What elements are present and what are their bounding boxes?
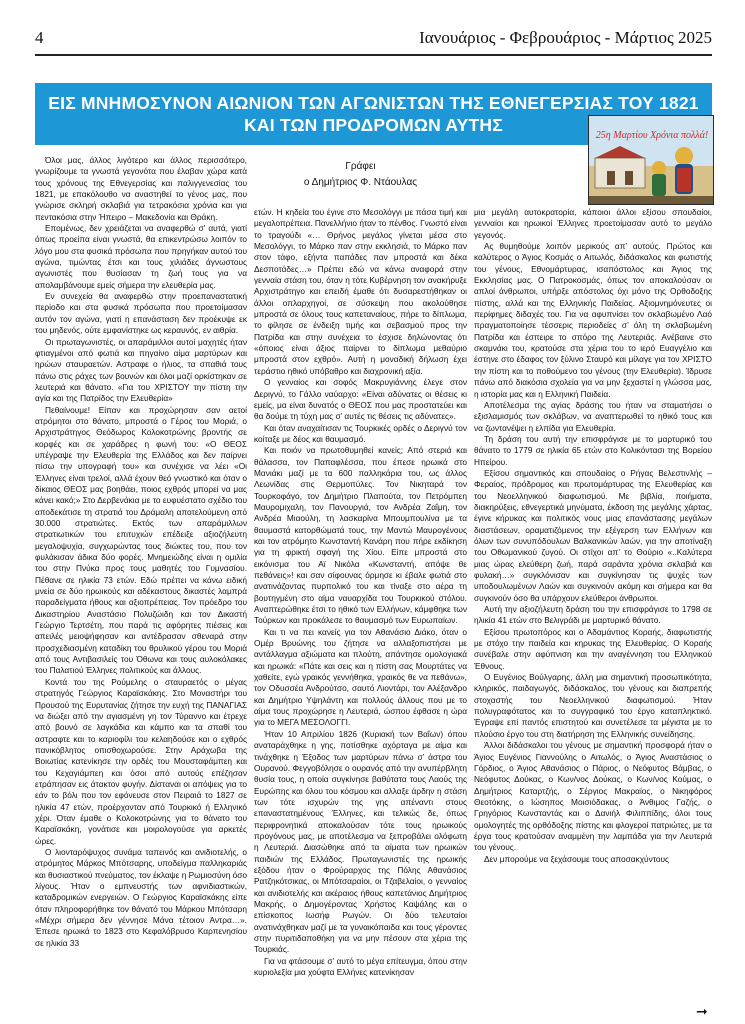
- paragraph: Και ποιόν να πρωτοθυμηθεί κανείς; Από στεριά και θάλασσα, τον Παπαφλέσσα, που έπεσε ηρωικά στο Μανιάκι μαζί με τα 600 παλληκάρια του, ως άλλος Λεωνίδας στις Θερμοπύλες. Τον Νικηταρά τον Τουρκοφάγο, τον Δημήτριο Πλαπούτα, τον Πετρόμπεη Μαυρομιχαλη, τον Πανουργιά, τον Ανδρέα Ζαΐμη, τον Ανδρέα Μιαούλη, τη λασκαρίνα Μπουμπουλίνα με τα θαυμαστά κατορθώματά τους, την Μαντώ Μαυρογένους και τον ατρόμητο Κωνσταντή Κανάρη που πήρε εκδίκηση για τη φρικτή σφαγή της Χίου. Είπε μπροστά στο εικόνισμα του Αϊ Νικόλα «Κωνσταντή, απόψε θε πεθάνεις»! και σαν σίφουνας όρμησε κι έβαλε φωτιά στο ανατινάζοντας πυρπολικό του και τίναξε στο αέρα τη βουτηγμένη στο αίμα ναυαρχίδα του Τουρκικού στόλου. Αναπτερώθηκε έτσι το ηθικό των Ελλήνων, κάμφθηκε των Τούρκων και προκάλεσε το θαυμασμό των Ευρωπαίων.: [254, 445, 467, 626]
- paragraph: Όλοι μας, άλλος λιγότερο και άλλος περισσότερο, γνωρίζουμε τα γνωστά γεγονότα που έλαβαν χώρα κατά τους χρόνους της Εθνεγερσίας και παλιγγενεσίας του 1821, με επακόλουθο να αναστηθεί το γένος μας, που γνώρισε σκληρή σκλαβιά για τετρακόσια χρόνια και για πεντακόσια στην Ήπειρο – Μακεδονία και Θράκη.: [35, 155, 247, 222]
- byline-author: ο Δημήτριος Φ. Ντάουλας: [303, 177, 418, 188]
- paragraph: Και τι να πει κανείς για τον Αθανάσιο Διάκο, όταν ο Ομέρ Βρυώνης του ζήτησε να αλλαξοπιστήσει με αντάλλαγμα αξιώματα και πλούτη, απάντησε ομολογιακά και ηρωικά: «Πάτε και σεις και η πίστη σας Μουρτάτες να χαθείτε, εγώ γραικός γεννήθηκα, γραικός θε να πεθάνω», τον Οδυσσέα Ανδρούτσο, σαυτό Λιοντάρι, τον Αλέξανδρο και Δημήτριο Υψηλάντη και πολλούς άλλους που με το αίμα τους προχώρησε η Λευτεριά, ώσπου έφθασε η ώρα για το ΜΕΓΑ ΜΕΣΟΛΟΓΓΙ.: [254, 626, 467, 728]
- article-column-2: [254, 207, 467, 978]
- paragraph: Επομένως, δεν χρειάζεται να αναφερθώ σ’ αυτά, γιατί όπως προείπα είναι γνωστά, θα επικεντρώσω λοιπόν το λόγο μου στα φυσικά πρόσωπα που πρηγήκαν αυτού του αγώνα, τιμώντας έτσι και τους χιλιάδες άγνωστους αγωνιστές που θυσίασαν τη ζωή τους για να απολαμβάνουμε εμείς σήμερα την ελευθερία μας.: [35, 223, 247, 290]
- paragraph: Ο Ευγένιος Βούλγαρης, άλλη μια σημαντική προσωπικότητα, κληρικός, παιδαγωγός, διδάσκαλος, του γένους και διαπρεπής στοχαστής του Νεοελληνικού διαφωτισμού. Ήταν πολυγραφότατος και το συγγραφικό του έργο καταπληκτικό. Έγραψε επί παντός επιστητού και συνετέλεσε τα μέγιστα με το πλούσιο έργο του στη διατήρηση της Ελληνικής συνείδησης.: [474, 672, 712, 739]
- paragraph: μια μεγάλη αυτοκρατορία, κάποιοι άλλοι εξίσου σπουδαίοι, γενναίοι και ηρωικοί Έλληνες προετοίμασαν αυτό το μεγάλο γεγονός.: [474, 207, 712, 240]
- paragraph: Αυτή την αξιοζήλευτη δράση του την επισφράγισε το 1798 σε ηλικία 41 ετών στο Βελιγράδι με μαρτυρικό θάνατο.: [474, 604, 712, 626]
- header-rule: [35, 54, 712, 56]
- article-column-3: [474, 207, 712, 865]
- paragraph: ετών. Η κηδεία του έγινε στο Μεσολόγγι με πάσα τιμή και μεγαλοπρέπεια. Πανελλήνιο ήταν το πένθος. Γνωστό είναι το τραγούδι «… Θρήνος μεγάλος γίνεται μέσα στο Μεσολόγγι, το Μάρκο παν στην εκκλησιά, το Μάρκο παν στον τάφο, εξήντα παπάδες παν μπροστά και δέκα Δεσποτάδες…» Πρέπει εδώ να κάνω αναφορά στην γενναία στάση του, όταν η τότε Κυβέρνηση τον ανακήρυξε Αρχιστράτηγο και επειδή έμαθε ότι δυσαρεστήθηκαν οι άλλοι οπλαρχηγοί, σε σύσκεψη που ακολούθησε μπροστά σε όλους τους καπεταναίους, πήρε το δίπλωμα, το φίλησε σε ένδειξη τιμής και σεβασμού προς την Πατρίδα και στην συνέχεια το έσχισε δηλώνοντας ότι «όποιος είναι άξιος παίρνει το δίπλωμα μεθαύριο μπροστά στον εχθρό». Αυτή η μοναδική δήλωση έχει τεράστιο ηθικό υπόβαθρο και διαχρονική αξία.: [254, 207, 467, 376]
- paragraph: Κοντά του της Ρούμελης ο σταυραετός ο μέγας στρατηγός Γεώργιος Καραϊσκάκης. Στο Μοναστήρι του Προυσού της Ευρυτανίας ζήτησε την ευχή της ΠΑΝΑΓΙΑΣ να διώξει από την αγιασμένη γη τον Τύραννο και έτρεχε από βουνό σε λαγκάδια και κάμπο και τα σπαθί του αστραφτε και το καριοφίλι του κελαηδούσε και ο εχθρός πανικόβλητος οπισθοχωρούσε. Στην Αράχωβα της Βοιωτίας κατενίκησε την ορδές του Μουσταφάμπεη και του Κεχαγιάμπεη και όσοι από αυτούς επέζησαν ετράπησαν εις άτακτον φυγήν. Δίσταναι οι απόψεις για το εάν το βόλι που τον εφόνευσε στον Πειραιά το 1827 σε ηλικία 47 ετών, προέρχονταν από Τουρκικό ή Ελληνικό χέρι. Όταν έμαθε ο Κολοκοτρώνης για το θάνατο του Καραϊσκάκη, γονάτισε και μοιρολογούσε για αρκετές ώρες.: [35, 676, 247, 846]
- paragraph: Οι πρωταγωνιστές, οι απαράμιλλοι αυτοί μαχητές ήταν φτιαγμένοι από φωτιά και πηγαίνο αίμα μαρτύρων και ηρώων σταυραετών. Αστραφε ο ήλιος, τα σπαθιά τους πάνω στις ράχες των βουνών και όλοι μαζί ορκίστηκαν σε λευτεριά και θάνατο. «Για του ΧΡΙΣΤΟΥ την πίστη την αγία και της Πατρίδος την Ελευθερία»: [35, 336, 247, 404]
- paragraph: Άλλοι διδάσκαλοι του γένους με σημαντική προσφορά ήταν ο Άγιος Ευγένιος Γιαννούλης ο Αιτωλός, ο Άγιος Αναστάσιος ο Γόρδιος, ο Άγιος Αθανάσιος ο Πάριος, ο Νεόφυτος Βάμβας, ο Νεόφυτος Δούκας, ο Κων/νος Δούκας, ο Κων/νος Κούμας, ο Δημήτριος Καταρτζής, ο Σέργιος Μακραίος, ο Νικηφόρος Θεοτόκης, ο Ιώσηπος Μοισιόδακας, ο Άνθιμος Γαζής, ο Γρηγόριος Κωνσταντάς και ο Δανιήλ Φιλιππίδης, όλοι τους ομολογητές της ορθόδοξης πίστης και φλογεροί πατριώτες, με τα έργα τους κρατούσαν αναμμένη την λαμπάδα για την Λευτεριά του γένους.: [474, 740, 712, 853]
- page-number: 4: [35, 28, 44, 47]
- paragraph: Εξίσου πρωτοπόρος και ο Αδαμάντιος Κοραής, διαφωτιστής με στόχο την παιδεία και κηρυκας της Ελευθερίας. Ο Κοραής συνέβαλε στην αφύπνιση και την αναγέννηση του Ελληνικού Έθνους.: [474, 626, 712, 671]
- paragraph: Ήταν 10 Απριλίου 1826 (Κυριακή των Βαΐων) όπου αναταράχθηκε η γης, ποτίσθηκε αχόρταγα με αίμα και τινάχθηκε η Έξοδος των μαρτύρων πάνω σ’ άστρα του Ουρανού. Φεγγοβόλησε ο ουρανός από την ανυπέρβλητη θυσία τους, η οποία συγκίνησε βαθύτατα τους Λαούς της Ευρώπης και όλου του κόσμου και αλλαξε άρδην η στάση των τότε ισχυρών της γης απέναντι στους επαναστατημένους Έλληνες, και τελικώς δε, όπως περιφρονητικά αποκαλούσαν τότε τους ηρωικούς προγόνους μας, με αποτέλεσμα να ξεπροβάλει ολόφωτη η Λευτεριά. Διασώθηκε από τα αίματα των ηρωικών παιδιών της Ελλάδος. Πρωταγωνιστές της ηρωικής εξόδου ήταν ο Φρούραρχος της Πόλης Αθανάσιος Ρατζηκότσικας, οι Μπότσαραίοι, οι Τζαβελαίοι, ο γενναίος και ανιδιοτελής και ακέραιος ήθους καπετάνιος Δημήτριος Μακρής, ο Δημογέροντας Χρήστος Καψάλης και ο επίσκοπος Ιωσήφ Ρωγών. Οι δύο τελευταίοι ανατινάχθηκαν μαζί με τα γυναικόπαιδα και τους γέροντες στην πυριτιδαποθήκη για να μην πέσουν στα χέρια της Τουρκιάς.: [254, 728, 467, 955]
- article-title-line-2: ΚΑΙ ΤΩΝ ΠΡΟΔΡΟΜΩΝ ΑΥΤΗΣ: [244, 115, 503, 135]
- religious-icon-image: [588, 115, 714, 205]
- paragraph: Ας θυμηθούμε λοιπόν μερικούς απ’ αυτούς. Πρώτος και καλύτερος ο Άγιος Κοσμάς ο Αιτωλός, διδάσκαλος και φωτιστής του γένους, Εθνομάρτυρας, ισαπόστολος και Άγιος της Εκκλησίας μας. Ο Πατροκοσμάς, όπως τον αποκαλούσαν οι απλοί άνθρωποι, υπήρξε απόστολος όχι μόνο της Ορθοδοξης πίστης, αλλά και της Ελληνικής Παιδείας. Αξιομνημόνευτες οι περίφημες διδαχές του. Για να αφυπνίσει τον σκλαβωμένο Λαό πραγματοποίησε τέσσερις περιοδείες σ’ όλη τη σκλαβωμένη Πατρίδα και έσπειρε το σπόρο της Λευτεριάς. Ανέβαινε στο σκαμνάκι του, κρατούσε στα χέρια του το ιερό Ευαγγέλιο και έστηνε στο έδαφος τον ξύλινο Σταυρό και μίλαγε για τον ΧΡΙΣΤΟ την πίστη και το ποθούμενο του γένους (την Ελευθερία). Ίδρυσε πάνω από διακόσια σχολεία για να μην ξεχαστεί η γλώσσα μας, η ιστορία μας και η Ελληνική Παιδεία.: [474, 241, 712, 399]
- paragraph: Δεν μπορούμε να ξεχάσουμε τους αποσακχύντους: [484, 853, 670, 864]
- paragraph: Ο γενναίος και σοφός Μακρυγιάννης έλεγε στον Δεριγνύ, το Γάλλο ναύαρχο: «Είναι αδύνατες οι θέσεις κι εμείς, μα είναι δυνατός ο ΘΕΟΣ που μας προστατεύει και θα δούμε τη τύχη μας σ’ αυτές τις θέσεις τις αδύνατες».: [254, 377, 467, 422]
- paragraph: Τη δράση του αυτή την επισφράγισε με το μαρτυρικό του θάνατο το 1779 σε ηλικία 65 ετών στο Κολικόντασι της Βορείου Ηπείρου.: [474, 433, 712, 467]
- issue-date: Ιανουάριος - Φεβρουάριος - Μάρτιος 2025: [419, 28, 712, 47]
- paragraph: Εν συνεχεία θα αναφερθώ στην προεπαναστατική περίοδο και στα φυσικά πρόσωπα που προετοίμασαν αυτόν τον αγώνα, γιατί η επανάσταση δεν προέκυψε εκ του μηδενός, ούτε εμφανίστηκε ως κεραυνός, εν αιθρία.: [35, 291, 247, 336]
- byline: [254, 160, 467, 192]
- paragraph: Αποτέλεσμα της αγίας δράσης του ήταν να σταματήσει ο εξισλαμισμός των σκλάβων, να αναπτερωθεί το ηθικό τους και να ζωντανέψει η ελπίδα για Ελευθερία.: [474, 399, 712, 433]
- icon-caption: 25η Μαρτίου Χρόνια πολλά!: [595, 130, 709, 141]
- paragraph: Πεθαίνουμε! Είπαν και προχώρησαν σαν αετοί ατρόμητοι στο θάνατο, μπροστά ο Γέρος του Μοριά, ο Αρχιστράτηγος Θεόδωρος Κολοκοτρώνης βροντής σε κορφές και σε χαράδρες η φωνή του: «Ο ΘΕΟΣ υπέγραψε την Ελευθερία της Ελλάδος και δεν παίρνει πίσω την υπογραφή του» και συνέχισε να λέει «Οι Έλληνες είναι τρελοί, αλλά έχουν θεό γνωστικό και όταν ο δίκαιος ΘΕΟΣ μας βοηθάει, ποιος εχθρός μπορεί να μας κάνει κακό;» Στο Δερβενάκια με το ευφυέστατο σχέδιο του αποδεκάτισε τη στρατιά του Δράμαλη αποτελούμενη από 30.000 στρατιώτες. Εκτός των απαράμιλλων στρατιωτικών του επιτυχιών επέδειξε αξιοζήλευτη μεγαλοψυχία, συγχωρώντας τους διώκτες του, που τον φυλάκισαν άδικα δύο φορές. Μνημειώδης είναι η ομιλία του στην Πνύκα προς τους μαθητές του Γυμνασίου. Πέθανε σε ηλικία 73 ετών. Εδώ πρέπει να κάνω ειδική μνεία σε δύο ηρωικούς και αδέκαστους δικαστές λαμπρά παραδείγματα ήθους και αξιοπρέπειας. Τον πρόεδρο του Δικαστηρίου Αναστάσιο Πολυζώιδη και τον Δικαστή Γεώργιο Τερτσέτη, που παρά τις αφόρητες πιέσεις και απειλές μειοψήφησαν και αντέδρασαν σθεναρά στην προσχεδιασμένη καταδίκη του θρυλικού γέρου του Μοριά από τους Αντιβασιλείς του Όθωνα και τους αυλοκόλακες του Παλατιού Έλληνες πολιτικούς και άλλους.: [35, 404, 247, 676]
- article-title-line-1: ΕΙΣ ΜΝΗΜΟΣΥΝΟΝ ΑΙΩΝΙΟΝ ΤΩΝ ΑΓΩΝΙΣΤΩΝ ΤΗΣ ΕΘΝΕΓΕΡΣΙΑΣ ΤΟΥ 1821: [48, 93, 699, 113]
- paragraph: Εξίσου σημαντικός και σπουδαίος ο Ρήγας Βελεστινλής – Φεραίος, πρόδρομος και πρωτομάρτυρας της Ελευθερίας και του Νεοελληνικού διαφωτισμού. Με βιβλία, ποιήματα, διακηρύξεις, εθνεγερτικά μηνύματα, έκδοση της μεγάλης χάρτας, έγινε κήρυκας και πολιτικός νους μιας επανάστασης μεγάλων διαστάσεων, οραματιζόμενος την εξέγερση των Ελλήνων και όλων των συνυπόδουλων Βαλκανικών λαών, για την αποτίναξη του Οθωμανικού ζυγού. Οι στίχοι απ’ το Θούριο «..Καλύτερα μιας ώρας ελεύθερη ζωή, παρά σαράντα χρόνια σκλαβιά και φυλακή…» συγκλόνισαν και συγκίνησαν τις ψυχές των υποδουλωμένων Λαών και συγκινούν ακόμη και σήμερα και θα συγκινούν όσο θα υπάρχουν ελεύθεροι άνθρωποι.: [474, 467, 712, 603]
- paragraph: Για να φτάσουμε σ’ αυτό το μέγα επίτευγμα, όπου στην κυριολεξία μια χούφτα Ελλήνες κατενίκησαν: [254, 955, 467, 978]
- paragraph: Ο λιονταρόψυχος συνάμα ταπεινός και ανιδιοτελής, ο ατρόμητος Μάρκος Μπότσαρης, υποδείγμα παλληκαριάς και θυσιαστικού πνεύματος, τον έκλαψε η Ρωμιοσύνη όσο λίγους. Ήταν ο εμπνευστής των αφνιδιαστικών, καταδρομικών ενεργειών. Ο Γεώργιος Καραϊσκάκης είπε όταν πληροφορήθηκε τον θάνατό του Μάρκου Μπότσαρη «Μέχρι σήμερα δεν γέννησε Μάνα τέτοιον Αντρα…». Έπεσε ηρωικά το 1823 στο Κεφαλόβρυσο Καρπενησίου σε ηλικία 33: [35, 846, 247, 948]
- byline-label: Γράφει: [345, 161, 376, 172]
- continue-arrow-icon: ➞: [696, 1004, 708, 1020]
- page-header: [35, 28, 712, 52]
- paragraph: Και όταν αναχαίτισαν τις Τουρκικές ορδές ο Δεριγνύ τον κοίταξε με δέος και θαυμασμό.: [254, 422, 467, 444]
- article-column-1: [35, 155, 247, 949]
